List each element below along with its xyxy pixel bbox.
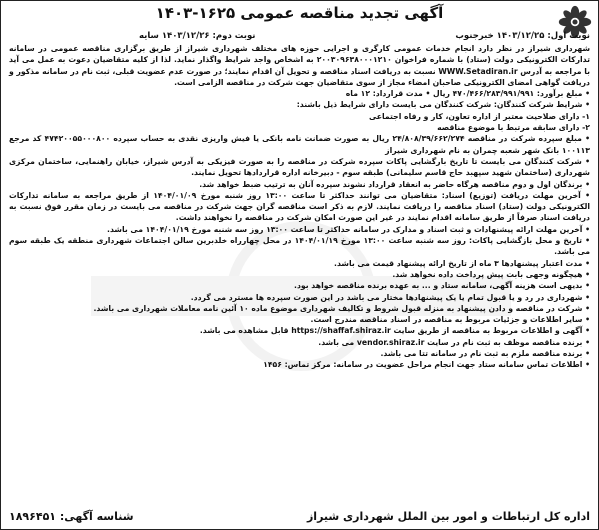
publish-dates: [9, 29, 590, 43]
opening-date-place: • تاریخ و محل بازگشایی پاکات: روز سه شنبه ساعت ۱۳:۰۰ مورخ ۱۴۰۴/۰۱/۱۹ در محل چهارراه خلدبرین سالن اجتماعات شهرداری منطقه یک طبقه سوم می باشد.: [9, 236, 590, 257]
first-publish-date: نوبت اول: ۱۴۰۳/۱۲/۲۵ خبرجنوب: [455, 31, 590, 41]
estimate-and-duration: • مبلغ برآورد: ۴۷۰/۴۶۶/۲۸۳/۹۹۱/۹۹۱ ریال • مدت قرارداد: ۱۲ ماه: [345, 89, 590, 99]
condition-1: ۱- دارای صلاحیت معتبر از اداره تعاون، کار و رفاه اجتماعی: [368, 111, 590, 121]
document-deadline: • آخرین مهلت دریافت (توزیع) اسناد: متقاضیان می توانند حداکثر تا ساعت ۱۳:۰۰ روز شنبه مورخ ۱۴۰۴/۰۱/۰۹ از طریق مراجعه به سامانه تدارکات الکترونیکی دولت (ستاد) اسناد مناقصه را دریافت نمایند. لازم به ذکر است مناقصه گران جهت شرکت در مناقصه می بایست در زمان مقرر فوق نسبت به دریافت اسناد صرفاً از طریق سامانه اقدام نمایند در غیر این صورت امکان شرکت در مناقصه را نخواهند داشت.: [9, 190, 590, 223]
issuing-office: اداره کل ارتباطات و امور بین الملل شهرداری شیراز: [306, 510, 590, 523]
tata-registration: • برنده مناقصه ملزم به ثبت نام در سامانه تتا می باشد.: [380, 349, 590, 359]
notice-id: شناسه آگهی: ۱۸۹۶۴۵۱: [9, 510, 134, 523]
proposal-deadline: • آخرین مهلت ارائه پیشنهادات و ثبت اسناد و مدارک در سامانه حداکثر تا ساعت ۱۳:۰۰ روز سه شنبه مورخ ۱۴۰۴/۰۱/۱۹ می باشد.: [107, 224, 590, 234]
proposal-validity: • مدت اعتبار پیشنهادها ۳ ماه از تاریخ ارائه پیشنهاد قیمت می باشد.: [334, 258, 590, 268]
vendor-registration: • برنده مناقصه موظف به ثبت نام در سایت vendor.shiraz.ir می باشد.: [318, 337, 590, 347]
setad-contact: • اطلاعات تماس سامانه ستاد جهت انجام مراحل عضویت در سامانه: مرکز تماس: ۱۴۵۶: [263, 360, 590, 370]
participant-conditions: • شرایط شرکت کنندگان: شرکت کنندگان می بایست دارای شرایط ذیل باشند:: [296, 100, 590, 110]
no-prepayment: • هیچگونه وجهی بابت پیش پرداخت داده نخواهد شد.: [392, 269, 590, 279]
ad-costs: • بدیهی است هزینه آگهی، سامانه ستاد و ... به عهده برنده مناقصه خواهد بود.: [294, 281, 590, 291]
deposit-amount: • مبلغ سپرده شرکت در مناقصه ۲۴/۸۰۸/۳۹/۶۶۲/۲۷۴ ریال به صورت ضمانت نامه بانکی یا فیش واریزی نقدی به حساب سپرده ۴۷۴۲۰۰۵۵۰۰۰۸۰۰ کد مرجع ۱۰۰۱۱۳ بانک شهر شعبه چمران به نام شهرداری شیراز: [9, 134, 590, 155]
intro-paragraph: شهرداری شیراز در نظر دارد انجام خدمات عمومی کارگری و اجرایی حوزه های مختلف شهرداری شیراز از طریق برگزاری مناقصه عمومی در سامانه تدارکات الکترونیکی دولت (ستاد) با شماره فراخوان ۲۰۰۳۰۹۶۳۸۰۰۰۱۲۱۰ به اشخاص واجد شرایط واگذار نماید. لذا از کلیه متقاضیان دعوت به عمل می آید با مراجعه به آدرس WWW.Setadiran.ir نسبت به دریافت اسناد مناقصه و تحویل آن اقدام نمایند؛ در صورت عدم عضویت قبلی، ثبت نام در سامانه مذکور و دریافت گواهی امضای الکترونیکی صاحبان امضاء مجاز از سوی متقاضیان جهت شرکت در مناقصه الزامی است.: [9, 44, 591, 87]
rejection-right: • شهرداری در رد و یا قبول تمام یا یک پیشنهادها مختار می باشد در این صورت سپرده ها مسترد می گردد.: [190, 292, 590, 302]
notice-body: [9, 43, 590, 371]
winner-forfeit: • برندگان اول و دوم مناقصه هرگاه حاضر به انعقاد قرارداد نشوند سپرده آنان به ترتیب ضبط خواهد شد.: [199, 179, 590, 189]
notice-title: آگهی تجدید مناقصه عمومی ۱۶۲۵-۱۴۰۳: [155, 4, 444, 22]
second-publish-date: نوبت دوم: ۱۴۰۳/۱۲/۲۶ سایه: [139, 31, 256, 41]
other-info: • سایر اطلاعات و جزئیات مربوط به مناقصه در اسناد مناقصه مندرج است.: [310, 315, 590, 325]
deposit-delivery: • شرکت کنندگان می بایست تا تاریخ بارگشایی پاکات سپرده شرکت در مناقصه را به صورت فیزیکی به آدرس شیراز، خیابان راهنمایی، ساختمان مرکزی شهرداری (ساختمان شهید سپهبد حاج قاسم سلیمانی) طبقه سوم - دبیرخانه اداره قراردادها تحویل نمایند.: [9, 156, 590, 178]
notice-footer: [9, 509, 590, 525]
acceptance-terms: • شرکت در مناقصه و دادن پیشنهاد به منزله قبول شروط و تکالیف شهرداری موضوع ماده ۱۰ آئین نامه معاملات شهرداری می باشد.: [93, 303, 590, 313]
condition-2: ۲- دارای سابقه مرتبط با موضوع مناقصه: [437, 123, 590, 133]
transparency-site: • آگهی و اطلاعات مربوط به مناقصه از طریق سایت https://shaffaf.shiraz.ir قابل مشاهده می باشد.: [199, 326, 590, 336]
